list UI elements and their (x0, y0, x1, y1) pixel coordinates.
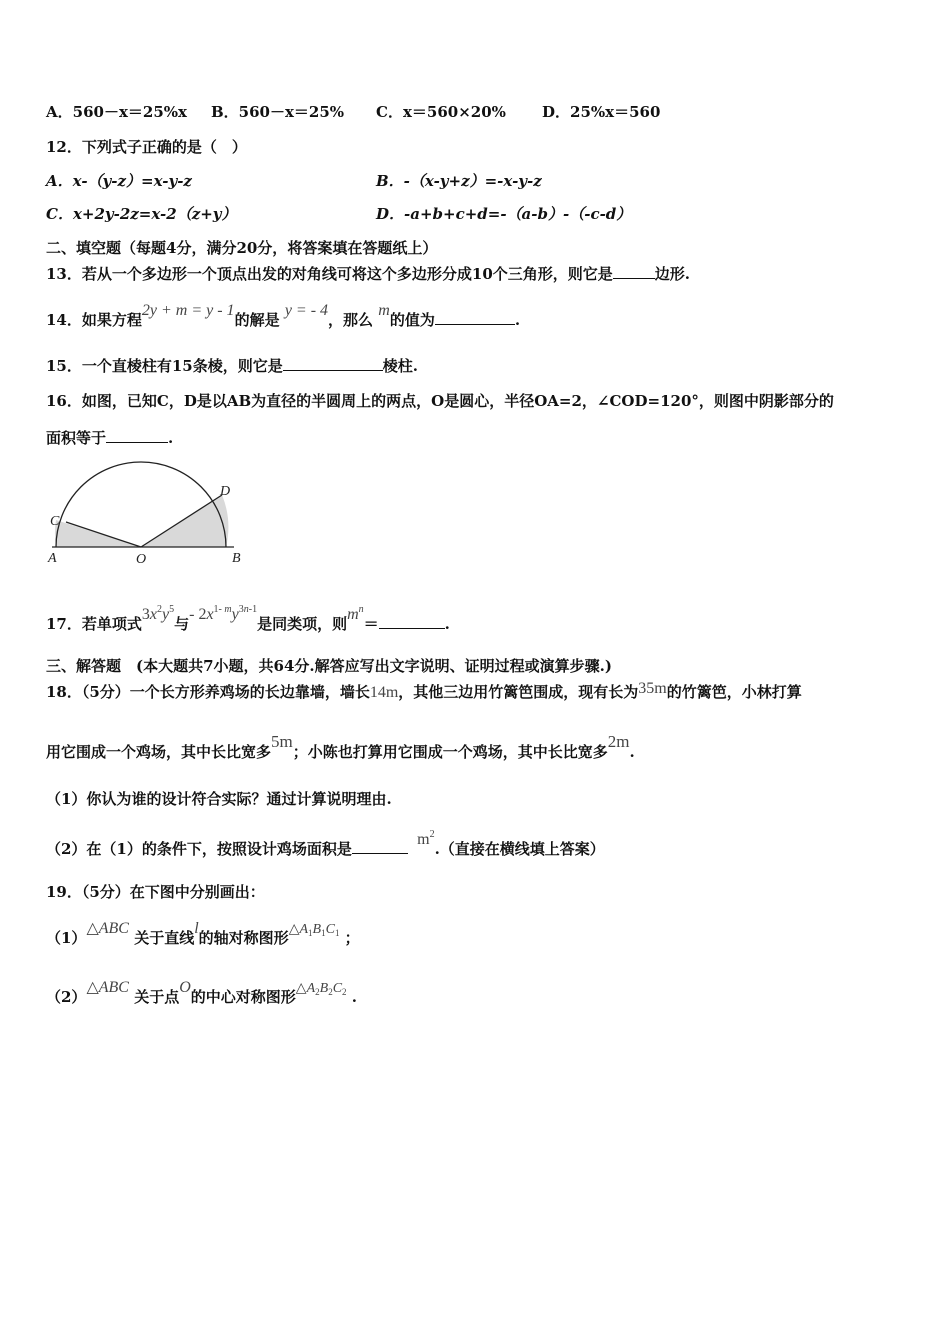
m-to-n: $m^n$ (347, 604, 364, 623)
label-o: O (136, 552, 147, 567)
q16-line1: 16．如图，已知C，D是以AB为直径的半圆周上的两点，O是圆心，半径OA=2，∠COD=120°，则图中阴影部分的 (46, 392, 834, 410)
q19-s1-text1: 关于直线 (134, 929, 195, 947)
q11-option-a: A．560－x＝25%x (46, 103, 187, 121)
label-a: A (48, 551, 57, 566)
area-unit: $m^2$ (417, 829, 435, 848)
q17-part1: 17．若单项式 (46, 615, 142, 633)
q14-blank[interactable] (435, 324, 515, 325)
q19-s2-text1: 关于点 (134, 988, 180, 1006)
diff-2m: 2m (607, 732, 630, 751)
q19-s1-end: ； (344, 929, 360, 947)
q19-s1-label: （1） (46, 929, 87, 947)
q14-part3: ，那么 (328, 311, 374, 329)
q19-s2-end: . (351, 988, 358, 1006)
question-13 (46, 264, 690, 284)
q19-s2-label: （2） (46, 988, 87, 1006)
line-l: l (194, 920, 199, 937)
q15-text: 15．一个直棱柱有15条棱，则它是 (46, 357, 283, 375)
q19-sub1 (46, 920, 360, 953)
q15-blank[interactable] (283, 370, 383, 371)
q11-option-c: C．x＝560×20% (376, 103, 506, 121)
label-c: C (50, 514, 60, 529)
q12-option-d: D．-a+b+c+d=-（a-b）-（-c-d） (376, 205, 632, 223)
q18-part5: ；小陈也打算用它围成一个鸡场，其中长比宽多 (292, 743, 608, 761)
q18-end: . (629, 743, 635, 761)
triangle-a2b2c2: $\triangle A_2B_2C_2$ (295, 981, 347, 997)
q11-option-b: B．560－x＝25% (211, 103, 345, 121)
q14-solution: y = - 4 (284, 302, 329, 319)
q19-s2-text2: 的中心对称图形 (190, 988, 296, 1006)
section-2-heading: 二、填空题（每题4分，满分20分，将答案填在答题纸上） (46, 239, 438, 257)
q12-option-a: A．x-（y-z）=x-y-z (46, 172, 192, 190)
q18-line1 (46, 682, 802, 703)
q13-tail: 边形. (654, 265, 690, 283)
q16-line2: 面积等于 (46, 429, 107, 447)
triangle-abc-1: △ABC (86, 920, 129, 937)
semicircle-figure (44, 455, 254, 570)
q15-tail: 棱柱. (382, 357, 418, 375)
q18-part2: ，其他三边用竹篱笆围成，现有长为 (398, 683, 639, 701)
label-b: B (232, 551, 241, 566)
q13-text: 13．若从一个多边形一个顶点出发的对角线可将这个多边形分成10个三角形，则它是 (46, 265, 613, 283)
q19-s1-text2: 的轴对称图形 (198, 929, 289, 947)
q18-sub2-tail: .（直接在横线填上答案） (434, 840, 605, 858)
q18-line2 (46, 732, 635, 762)
q18-part1: 18．（5分）一个长方形养鸡场的长边靠墙，墙长 (46, 683, 370, 701)
q11-option-d: D．25%x＝560 (542, 103, 661, 121)
q14-end: . (514, 311, 521, 329)
q17-part2: 与 (174, 615, 190, 633)
q12-option-b: B．-（x-y+z）=-x-y-z (376, 172, 542, 190)
fence-length: 35m (638, 680, 667, 697)
triangle-a1b1c1: $\triangle A_1B_1C_1$ (288, 922, 340, 938)
q17-blank[interactable] (379, 628, 445, 629)
q18-part4: 用它围成一个鸡场，其中长比宽多 (46, 743, 272, 761)
q14-equation: 2y + m = y - 1 (141, 302, 235, 319)
monomial-1: $3x^2y^5$ (141, 604, 175, 623)
q18-sub1: （1）你认为谁的设计符合实际？通过计算说明理由. (46, 790, 392, 808)
q13-blank[interactable] (613, 278, 655, 279)
section-3-heading: 三、解答题 (本大题共7小题，共64分.解答应写出文字说明、证明过程或演算步骤.) (46, 657, 612, 675)
label-d: D (220, 484, 231, 499)
q18-sub2-text: （2）在（1）的条件下，按照设计鸡场面积是 (46, 840, 352, 858)
q17-part4: ＝ (363, 615, 379, 633)
q14-part2: 的解是 (234, 311, 280, 329)
question-17 (46, 604, 450, 635)
q16-line2-wrap (46, 428, 173, 448)
point-o: O (179, 979, 191, 996)
q16-end: . (168, 429, 174, 447)
q18-part3: 的竹篱笆，小林打算 (666, 683, 802, 701)
diff-5m: 5m (271, 732, 293, 751)
q12-stem: 12．下列式子正确的是（ ） (46, 138, 247, 156)
monomial-2: - $2x^{1- m}y^{3n-1}$ (189, 604, 258, 623)
q12-option-c: C．x+2y-2z=x-2（z+y） (46, 205, 237, 223)
q19-sub2 (46, 979, 358, 1012)
q14-part4: 的值为 (389, 311, 435, 329)
q14-variable: m (378, 302, 390, 319)
q19-stem: 19．（5分）在下图中分别画出： (46, 883, 265, 901)
question-15 (46, 356, 418, 376)
q16-blank[interactable] (106, 442, 168, 443)
q18-sub2 (46, 829, 605, 860)
q14-part1: 14．如果方程 (46, 311, 142, 329)
question-14 (46, 302, 521, 331)
q17-end: . (444, 615, 450, 633)
wall-length: 14m (369, 684, 399, 701)
triangle-abc-2: △ABC (86, 979, 129, 996)
q18-blank[interactable] (352, 853, 408, 854)
q17-part3: 是同类项，则 (257, 615, 348, 633)
